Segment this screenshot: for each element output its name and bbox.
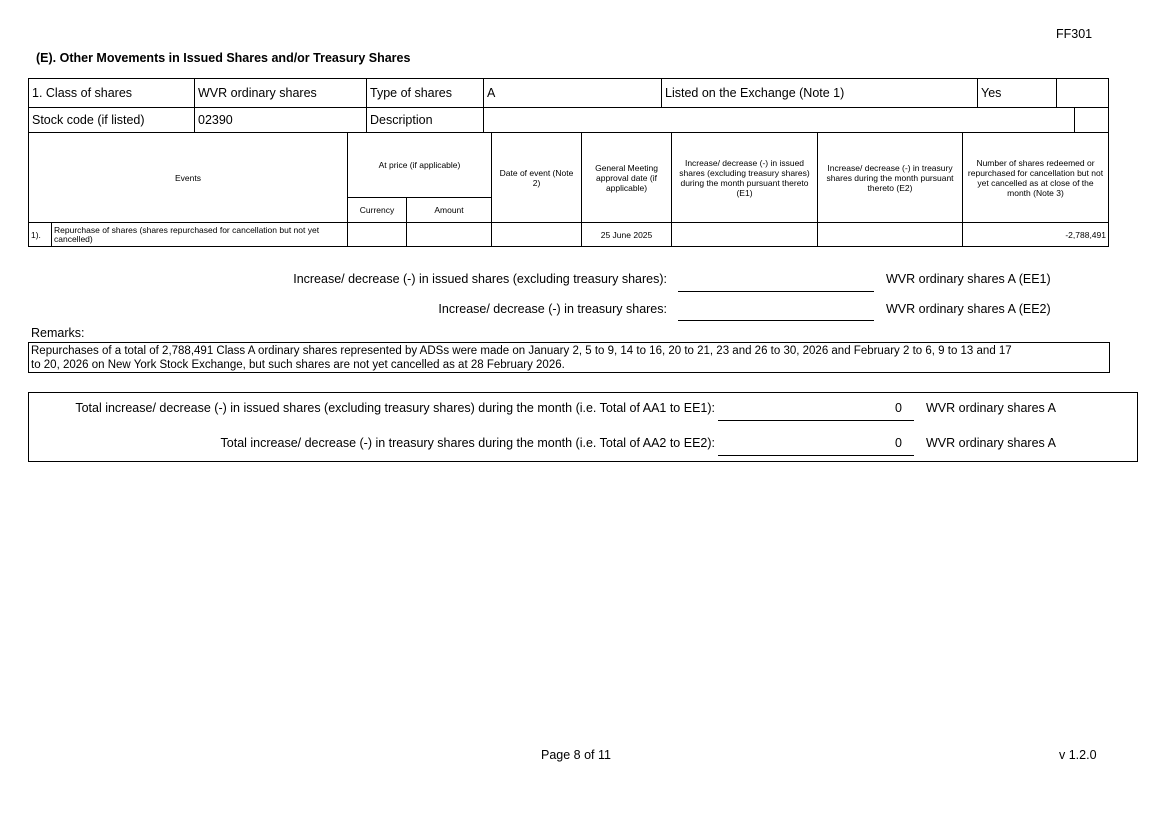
remarks-line-2: to 20, 2026 on New York Stock Exchange, but such shares are not yet cancelled as at 28 February 2026. [31,359,565,371]
header-blank-cell [1056,78,1109,108]
issued-change-header: Increase/ decrease (-) in issued shares (excluding treasury shares) during the month pursuant thereto (E1) [671,132,818,223]
total-issued-unit: WVR ordinary shares A [926,401,1056,415]
page-number: Page 8 of 11 [541,748,611,762]
version-label: v 1.2.0 [1059,748,1097,762]
row-currency [347,222,407,247]
description-label: Description [366,107,484,133]
description-value [483,107,1075,133]
gm-approval-header: General Meeting approval date (if applicable) [581,132,672,223]
remarks-box [28,342,1110,373]
remarks-line-1: Repurchases of a total of 2,788,491 Class A ordinary shares represented by ADSs were made on January 2, 5 to 9, 14 to 16, 20 to 21, 23 and 26 to 30, 2026 and February 2 to 6, 9 to 13 and 17 [31,345,1012,357]
listed-on-exchange-label: Listed on the Exchange (Note 1) [661,78,978,108]
total-issued-value: 0 [895,401,902,415]
date-of-event-header: Date of event (Note 2) [491,132,582,223]
row-index: 1). [28,222,52,247]
form-code: FF301 [1056,27,1093,41]
row-amount [406,222,492,247]
total-treasury-unit: WVR ordinary shares A [926,436,1056,450]
description-blank-cell [1074,107,1109,133]
treasury-change-header: Increase/ decrease (-) in treasury shares during the month pursuant thereto (E2) [817,132,963,223]
issued-summary-unit: WVR ordinary shares A (EE1) [886,272,1051,286]
issued-summary-label: Increase/ decrease (-) in issued shares (excluding treasury shares): [293,272,667,286]
redeemed-not-cancelled-header: Number of shares redeemed or repurchased for cancellation but not yet cancelled as at close of the month (Note 3) [962,132,1109,223]
treasury-summary-unit: WVR ordinary shares A (EE2) [886,302,1051,316]
treasury-summary-label: Increase/ decrease (-) in treasury shares: [438,302,667,316]
remarks-label: Remarks: [31,326,85,340]
at-price-header: At price (if applicable) [347,132,492,198]
currency-header: Currency [347,197,407,223]
type-of-shares-value: A [483,78,662,108]
treasury-summary-underline [678,320,874,321]
row-gm-approval: 25 June 2025 [581,222,672,247]
type-of-shares-label: Type of shares [366,78,484,108]
amount-header: Amount [406,197,492,223]
stock-code-value: 02390 [194,107,367,133]
row-date-of-event [491,222,582,247]
class-of-shares-label: 1. Class of shares [28,78,195,108]
row-redeemed-not-cancelled: -2,788,491 [962,222,1109,247]
total-treasury-label: Total increase/ decrease (-) in treasury shares during the month (i.e. Total of AA2 to EE2): [220,436,715,450]
listed-on-exchange-value: Yes [977,78,1057,108]
row-issued-change [671,222,818,247]
row-treasury-change [817,222,963,247]
row-event: Repurchase of shares (shares repurchased for cancellation but not yet cancelled) [51,222,348,247]
total-treasury-value: 0 [895,436,902,450]
class-of-shares-value: WVR ordinary shares [194,78,367,108]
section-title: (E). Other Movements in Issued Shares and/or Treasury Shares [36,51,411,65]
events-header: Events [28,132,348,223]
total-issued-underline [718,420,914,421]
total-treasury-underline [718,455,914,456]
stock-code-label: Stock code (if listed) [28,107,195,133]
total-issued-label: Total increase/ decrease (-) in issued shares (excluding treasury shares) during the month (i.e. Total of AA1 to EE1): [75,401,715,415]
issued-summary-underline [678,291,874,292]
